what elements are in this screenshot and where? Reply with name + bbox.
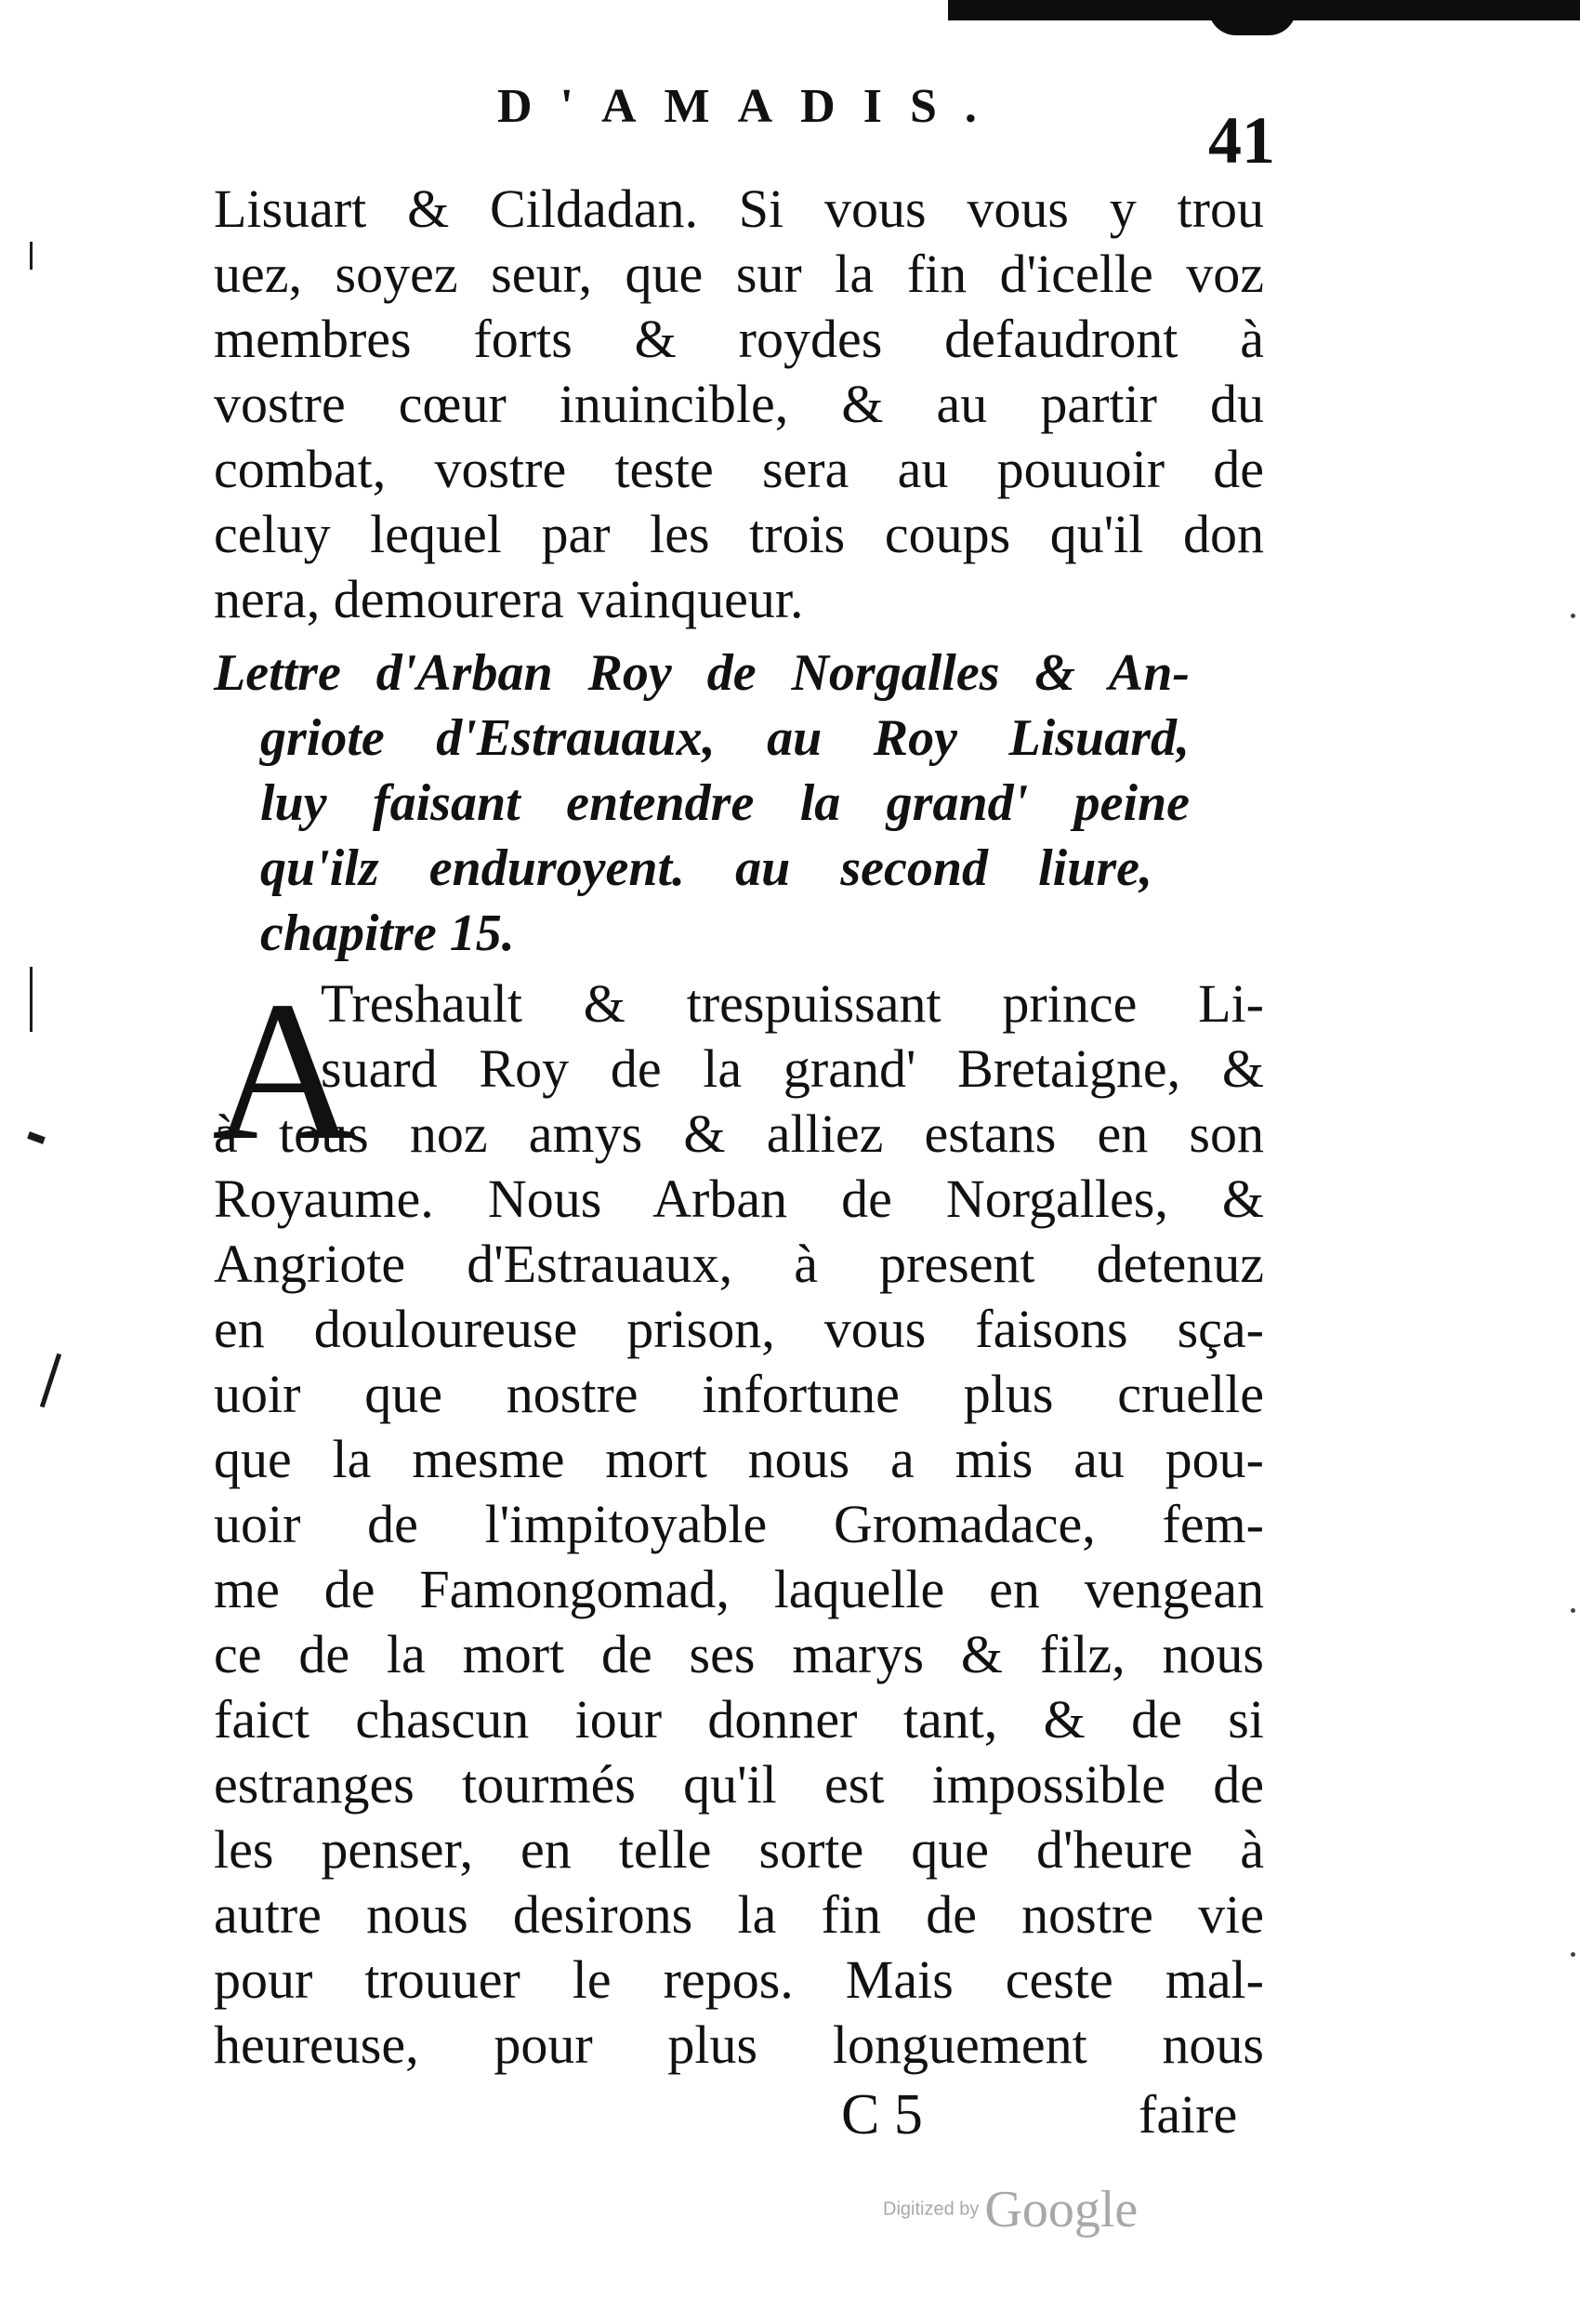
letter-heading-line: qu'ilz enduroyent. au second liure, xyxy=(260,839,1152,897)
text-line: Lisuart & Cildadan. Si vous vous y trou xyxy=(214,178,1264,239)
scan-edge-blob xyxy=(1208,7,1297,35)
letter-heading-line: luy faisant entendre la grand' peine xyxy=(260,774,1190,832)
digitized-watermark xyxy=(883,2180,1138,2239)
text-line: me de Famongomad, laquelle en vengean xyxy=(214,1559,1264,1619)
text-line: que la mesme mort nous a mis au pou- xyxy=(214,1429,1264,1489)
text-line: pour trouuer le repos. Mais ceste mal- xyxy=(214,1949,1264,2010)
drop-cap: A xyxy=(212,959,357,1182)
text-line: Angriote d'Estrauaux, à present detenuz xyxy=(214,1234,1264,1294)
text-line: membres forts & roydes defaudront à xyxy=(214,309,1264,369)
text-line: combat, vostre teste sera au pouuoir de xyxy=(214,439,1264,499)
text-line: en douloureuse prison, vous faisons sça- xyxy=(214,1299,1264,1359)
letter-heading-line: griote d'Estrauaux, au Roy Lisuard, xyxy=(260,709,1190,767)
margin-mark xyxy=(30,967,33,1032)
text-line: uoir que nostre infortune plus cruelle xyxy=(214,1364,1264,1424)
letter-heading-line: chapitre 15. xyxy=(260,905,515,962)
text-line: suard Roy de la grand' Bretaigne, & xyxy=(321,1038,1264,1099)
text-line: heureuse, pour plus longuement nous xyxy=(214,2014,1264,2075)
text-line: uoir de l'impitoyable Gromadace, fem- xyxy=(214,1494,1264,1554)
page-number: 41 xyxy=(1208,103,1275,178)
watermark-prefix: Digitized by xyxy=(883,2199,980,2220)
text-line: vostre cœur inuincible, & au partir du xyxy=(214,374,1264,434)
text-line: ce de la mort de ses marys & filz, nous xyxy=(214,1624,1264,1684)
text-line: celuy lequel par les trois coups qu'il don xyxy=(214,504,1264,564)
scan-speck xyxy=(1571,1952,1575,1957)
margin-mark xyxy=(30,242,33,270)
scan-speck xyxy=(1571,614,1575,618)
text-line: les penser, en telle sorte que d'heure à xyxy=(214,1819,1264,1880)
text-line: autre nous desirons la fin de nostre vie xyxy=(214,1884,1264,1945)
catchword: faire xyxy=(1139,2084,1238,2145)
letter-heading-line: Lettre d'Arban Roy de Norgalles & An- xyxy=(214,644,1190,702)
margin-mark xyxy=(40,1353,61,1408)
text-line: estranges tourmés qu'il est impossible de xyxy=(214,1754,1264,1815)
running-head: D'AMADIS. xyxy=(497,80,1005,133)
text-line: uez, soyez seur, que sur la fin d'icelle voz xyxy=(214,244,1264,304)
google-logo: Google xyxy=(984,2181,1139,2238)
signature-mark: C 5 xyxy=(841,2083,923,2146)
text-line: Treshault & trespuissant prince Li- xyxy=(321,973,1264,1034)
text-line: faict chascun iour donner tant, & de si xyxy=(214,1689,1264,1750)
text-line: nera, demourera vainqueur. xyxy=(214,569,804,629)
scan-speck xyxy=(1571,1608,1575,1613)
text-line: à tous noz amys & alliez estans en son xyxy=(214,1103,1264,1164)
margin-mark xyxy=(27,1131,46,1144)
text-line: Royaume. Nous Arban de Norgalles, & xyxy=(214,1169,1264,1229)
